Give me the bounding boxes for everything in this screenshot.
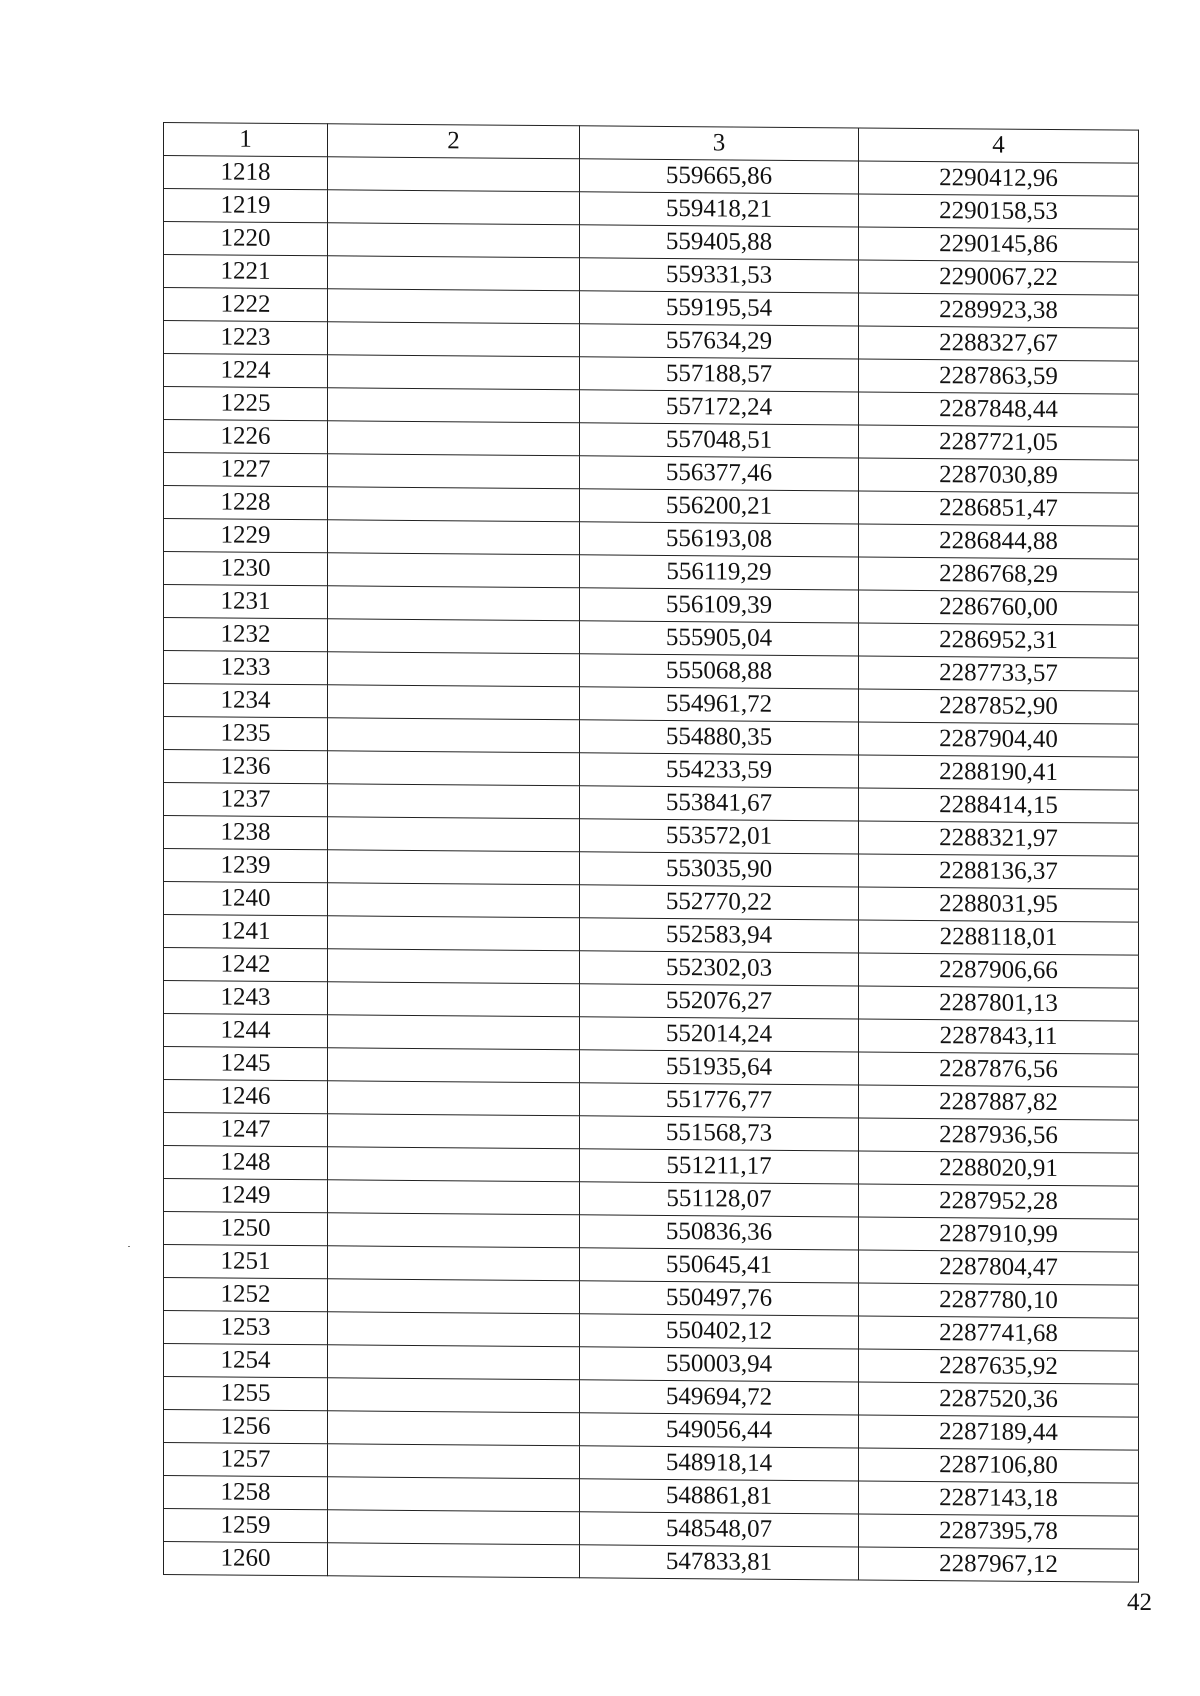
- point-number-cell: 1237: [164, 783, 328, 817]
- point-number-cell: 1234: [164, 684, 328, 718]
- header-col-2: 2: [328, 124, 580, 159]
- col-2-cell: [328, 388, 580, 423]
- col-2-cell: [328, 850, 580, 885]
- x-coordinate-cell: 548548,07: [580, 1512, 859, 1547]
- point-number-cell: 1240: [164, 882, 328, 916]
- point-number-cell: 1220: [164, 222, 328, 256]
- x-coordinate-cell: 552302,03: [580, 951, 859, 986]
- col-2-cell: [328, 982, 580, 1017]
- col-2-cell: [328, 157, 580, 192]
- point-number-cell: 1227: [164, 453, 328, 487]
- x-coordinate-cell: 557634,29: [580, 324, 859, 359]
- x-coordinate-cell: 550645,41: [580, 1248, 859, 1283]
- col-2-cell: [328, 718, 580, 753]
- y-coordinate-cell: 2287952,28: [859, 1184, 1139, 1219]
- y-coordinate-cell: 2290067,22: [859, 260, 1139, 295]
- x-coordinate-cell: 557188,57: [580, 357, 859, 392]
- x-coordinate-cell: 559418,21: [580, 192, 859, 227]
- x-coordinate-cell: 548918,14: [580, 1446, 859, 1481]
- y-coordinate-cell: 2286952,31: [859, 623, 1139, 658]
- y-coordinate-cell: 2287801,13: [859, 986, 1139, 1021]
- x-coordinate-cell: 552076,27: [580, 984, 859, 1019]
- point-number-cell: 1242: [164, 948, 328, 982]
- y-coordinate-cell: 2287906,66: [859, 953, 1139, 988]
- x-coordinate-cell: 547833,81: [580, 1545, 859, 1580]
- y-coordinate-cell: 2290145,86: [859, 227, 1139, 262]
- y-coordinate-cell: 2286768,29: [859, 557, 1139, 592]
- point-number-cell: 1246: [164, 1080, 328, 1114]
- point-number-cell: 1223: [164, 321, 328, 355]
- col-2-cell: [328, 223, 580, 258]
- y-coordinate-cell: 2287030,89: [859, 458, 1139, 493]
- y-coordinate-cell: 2287967,12: [859, 1547, 1139, 1582]
- col-2-cell: [328, 652, 580, 687]
- x-coordinate-cell: 556200,21: [580, 489, 859, 524]
- col-2-cell: [328, 1279, 580, 1314]
- col-2-cell: [328, 355, 580, 390]
- x-coordinate-cell: 559195,54: [580, 291, 859, 326]
- point-number-cell: 1222: [164, 288, 328, 322]
- y-coordinate-cell: 2287733,57: [859, 656, 1139, 691]
- point-number-cell: 1251: [164, 1245, 328, 1279]
- x-coordinate-cell: 550497,76: [580, 1281, 859, 1316]
- col-2-cell: [328, 1213, 580, 1248]
- y-coordinate-cell: 2288118,01: [859, 920, 1139, 955]
- col-2-cell: [328, 619, 580, 654]
- point-number-cell: 1253: [164, 1311, 328, 1345]
- y-coordinate-cell: 2290158,53: [859, 194, 1139, 229]
- x-coordinate-cell: 550402,12: [580, 1314, 859, 1349]
- x-coordinate-cell: 557172,24: [580, 390, 859, 425]
- point-number-cell: 1259: [164, 1509, 328, 1543]
- x-coordinate-cell: 557048,51: [580, 423, 859, 458]
- x-coordinate-cell: 551935,64: [580, 1050, 859, 1085]
- point-number-cell: 1247: [164, 1113, 328, 1147]
- col-2-cell: [328, 1180, 580, 1215]
- y-coordinate-cell: 2288321,97: [859, 821, 1139, 856]
- y-coordinate-cell: 2287876,56: [859, 1052, 1139, 1087]
- y-coordinate-cell: 2287904,40: [859, 722, 1139, 757]
- point-number-cell: 1225: [164, 387, 328, 421]
- header-col-1: 1: [164, 123, 328, 157]
- col-2-cell: [328, 190, 580, 225]
- col-2-cell: [328, 520, 580, 555]
- y-coordinate-cell: 2288020,91: [859, 1151, 1139, 1186]
- col-2-cell: [328, 1543, 580, 1578]
- page-number: 42: [1127, 1589, 1152, 1616]
- point-number-cell: 1260: [164, 1542, 328, 1576]
- x-coordinate-cell: 552014,24: [580, 1017, 859, 1052]
- coordinates-table: [163, 122, 1139, 1583]
- x-coordinate-cell: 550836,36: [580, 1215, 859, 1250]
- margin-mark: [128, 1246, 130, 1247]
- y-coordinate-cell: 2287721,05: [859, 425, 1139, 460]
- y-coordinate-cell: 2288136,37: [859, 854, 1139, 889]
- col-2-cell: [328, 1444, 580, 1479]
- x-coordinate-cell: 553841,67: [580, 786, 859, 821]
- y-coordinate-cell: 2287843,11: [859, 1019, 1139, 1054]
- x-coordinate-cell: 553035,90: [580, 852, 859, 887]
- header-col-4: 4: [859, 128, 1139, 163]
- x-coordinate-cell: 556193,08: [580, 522, 859, 557]
- x-coordinate-cell: 559331,53: [580, 258, 859, 293]
- point-number-cell: 1229: [164, 519, 328, 553]
- point-number-cell: 1255: [164, 1377, 328, 1411]
- col-2-cell: [328, 949, 580, 984]
- x-coordinate-cell: 552770,22: [580, 885, 859, 920]
- y-coordinate-cell: 2290412,96: [859, 161, 1139, 196]
- y-coordinate-cell: 2287189,44: [859, 1415, 1139, 1450]
- point-number-cell: 1248: [164, 1146, 328, 1180]
- col-2-cell: [328, 322, 580, 357]
- y-coordinate-cell: 2288414,15: [859, 788, 1139, 823]
- col-2-cell: [328, 1015, 580, 1050]
- x-coordinate-cell: 548861,81: [580, 1479, 859, 1514]
- point-number-cell: 1256: [164, 1410, 328, 1444]
- point-number-cell: 1226: [164, 420, 328, 454]
- point-number-cell: 1224: [164, 354, 328, 388]
- x-coordinate-cell: 549056,44: [580, 1413, 859, 1448]
- col-2-cell: [328, 916, 580, 951]
- y-coordinate-cell: 2288190,41: [859, 755, 1139, 790]
- y-coordinate-cell: 2289923,38: [859, 293, 1139, 328]
- point-number-cell: 1252: [164, 1278, 328, 1312]
- y-coordinate-cell: 2287395,78: [859, 1514, 1139, 1549]
- x-coordinate-cell: 551568,73: [580, 1116, 859, 1151]
- point-number-cell: 1244: [164, 1014, 328, 1048]
- x-coordinate-cell: 556119,29: [580, 555, 859, 590]
- col-2-cell: [328, 1147, 580, 1182]
- col-2-cell: [328, 1246, 580, 1281]
- x-coordinate-cell: 553572,01: [580, 819, 859, 854]
- y-coordinate-cell: 2287852,90: [859, 689, 1139, 724]
- col-2-cell: [328, 1048, 580, 1083]
- col-2-cell: [328, 1510, 580, 1545]
- col-2-cell: [328, 1081, 580, 1116]
- point-number-cell: 1232: [164, 618, 328, 652]
- col-2-cell: [328, 685, 580, 720]
- col-2-cell: [328, 1411, 580, 1446]
- col-2-cell: [328, 1114, 580, 1149]
- y-coordinate-cell: 2287741,68: [859, 1316, 1139, 1351]
- col-2-cell: [328, 1312, 580, 1347]
- point-number-cell: 1235: [164, 717, 328, 751]
- x-coordinate-cell: 551776,77: [580, 1083, 859, 1118]
- col-2-cell: [328, 1477, 580, 1512]
- x-coordinate-cell: 559665,86: [580, 159, 859, 194]
- point-number-cell: 1258: [164, 1476, 328, 1510]
- y-coordinate-cell: 2287520,36: [859, 1382, 1139, 1417]
- point-number-cell: 1243: [164, 981, 328, 1015]
- point-number-cell: 1241: [164, 915, 328, 949]
- col-2-cell: [328, 586, 580, 621]
- col-2-cell: [328, 883, 580, 918]
- col-2-cell: [328, 751, 580, 786]
- point-number-cell: 1230: [164, 552, 328, 586]
- col-2-cell: [328, 1378, 580, 1413]
- y-coordinate-cell: 2287780,10: [859, 1283, 1139, 1318]
- point-number-cell: 1236: [164, 750, 328, 784]
- x-coordinate-cell: 554961,72: [580, 687, 859, 722]
- y-coordinate-cell: 2287887,82: [859, 1085, 1139, 1120]
- x-coordinate-cell: 554233,59: [580, 753, 859, 788]
- table-row: [164, 1542, 1139, 1583]
- y-coordinate-cell: 2287863,59: [859, 359, 1139, 394]
- y-coordinate-cell: 2287635,92: [859, 1349, 1139, 1384]
- y-coordinate-cell: 2287910,99: [859, 1217, 1139, 1252]
- y-coordinate-cell: 2288327,67: [859, 326, 1139, 361]
- y-coordinate-cell: 2287936,56: [859, 1118, 1139, 1153]
- x-coordinate-cell: 555068,88: [580, 654, 859, 689]
- col-2-cell: [328, 421, 580, 456]
- x-coordinate-cell: 554880,35: [580, 720, 859, 755]
- y-coordinate-cell: 2288031,95: [859, 887, 1139, 922]
- point-number-cell: 1231: [164, 585, 328, 619]
- point-number-cell: 1221: [164, 255, 328, 289]
- x-coordinate-cell: 550003,94: [580, 1347, 859, 1382]
- x-coordinate-cell: 556377,46: [580, 456, 859, 491]
- col-2-cell: [328, 1345, 580, 1380]
- point-number-cell: 1257: [164, 1443, 328, 1477]
- point-number-cell: 1228: [164, 486, 328, 520]
- x-coordinate-cell: 555905,04: [580, 621, 859, 656]
- point-number-cell: 1245: [164, 1047, 328, 1081]
- y-coordinate-cell: 2286851,47: [859, 491, 1139, 526]
- table-body: [164, 156, 1139, 1583]
- x-coordinate-cell: 551128,07: [580, 1182, 859, 1217]
- header-col-3: 3: [580, 126, 859, 161]
- x-coordinate-cell: 551211,17: [580, 1149, 859, 1184]
- point-number-cell: 1249: [164, 1179, 328, 1213]
- point-number-cell: 1238: [164, 816, 328, 850]
- col-2-cell: [328, 289, 580, 324]
- col-2-cell: [328, 817, 580, 852]
- point-number-cell: 1254: [164, 1344, 328, 1378]
- point-number-cell: 1233: [164, 651, 328, 685]
- y-coordinate-cell: 2287143,18: [859, 1481, 1139, 1516]
- x-coordinate-cell: 552583,94: [580, 918, 859, 953]
- col-2-cell: [328, 553, 580, 588]
- col-2-cell: [328, 256, 580, 291]
- point-number-cell: 1239: [164, 849, 328, 883]
- y-coordinate-cell: 2286760,00: [859, 590, 1139, 625]
- y-coordinate-cell: 2287848,44: [859, 392, 1139, 427]
- point-number-cell: 1218: [164, 156, 328, 190]
- col-2-cell: [328, 784, 580, 819]
- col-2-cell: [328, 454, 580, 489]
- x-coordinate-cell: 559405,88: [580, 225, 859, 260]
- point-number-cell: 1219: [164, 189, 328, 223]
- col-2-cell: [328, 487, 580, 522]
- y-coordinate-cell: 2286844,88: [859, 524, 1139, 559]
- point-number-cell: 1250: [164, 1212, 328, 1246]
- x-coordinate-cell: 549694,72: [580, 1380, 859, 1415]
- x-coordinate-cell: 556109,39: [580, 588, 859, 623]
- y-coordinate-cell: 2287804,47: [859, 1250, 1139, 1285]
- y-coordinate-cell: 2287106,80: [859, 1448, 1139, 1483]
